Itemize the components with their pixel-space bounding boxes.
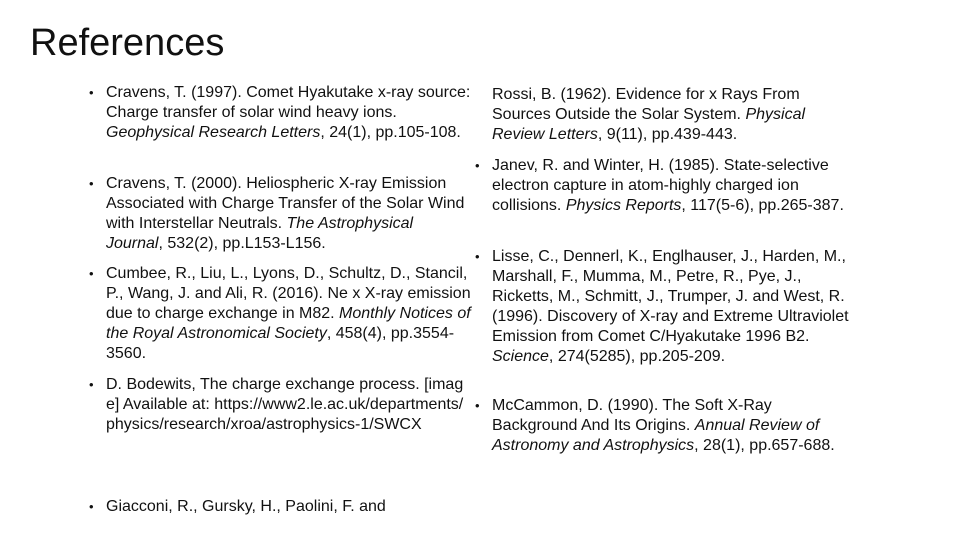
bullet-icon: •	[475, 158, 480, 173]
reference-item	[89, 497, 472, 517]
slide-title: References	[30, 22, 225, 64]
reference-item	[475, 247, 860, 367]
reference-text: D. Bodewits, The charge exchange process. [image] Available at: https://www2.le.ac.uk/departments/physics/research/xroa/astrophysics-1/SWCX	[106, 376, 464, 433]
reference-continuation	[492, 85, 860, 145]
reference-details: , 274(5285), pp.205-209.	[548, 348, 726, 365]
bullet-icon: •	[475, 249, 480, 264]
bullet-icon: •	[89, 266, 94, 281]
bullet-icon: •	[89, 377, 94, 392]
reference-details: , 28(1), pp.657-688.	[694, 437, 835, 454]
reference-text: Cumbee, R., Liu, L., Lyons, D., Schultz, D., Stancil, P., Wang, J. and Ali, R. (2016). Ne x X-ray emission due to charge exchange in M82.	[106, 265, 471, 322]
journal-name: Science	[492, 348, 549, 365]
reference-text: Janev, R. and Winter, H. (1985). State-selective electron capture in atom-highly charged ion collisions.	[492, 157, 829, 214]
reference-details: , 532(2), pp.L153-L156.	[158, 235, 326, 252]
reference-item	[89, 375, 472, 435]
journal-name: Monthly Notices of the Royal Astronomical Society	[106, 305, 471, 342]
reference-item	[89, 174, 472, 254]
bullet-icon: •	[89, 176, 94, 191]
reference-item	[89, 83, 472, 143]
bullet-icon: •	[89, 499, 94, 514]
reference-details: , 117(5-6), pp.265-387.	[681, 197, 844, 214]
bullet-icon: •	[89, 85, 94, 100]
reference-details: , 458(4), pp.3554-3560.	[106, 325, 455, 362]
bullet-icon: •	[475, 398, 480, 413]
reference-text: Lisse, C., Dennerl, K., Englhauser, J., Harden, M., Marshall, F., Mumma, M., Petre, R., Pye, J., Ricketts, M., Schmitt, J., Trumper, J. and West, R. (1996). Discovery of X-ray and Extreme Ultraviolet Emission from Comet C/Hyakutake 1996 B2.	[492, 248, 849, 345]
journal-name: Physics Reports	[565, 197, 682, 214]
reference-text: Rossi, B. (1962). Evidence for x Rays From Sources Outside the Solar System.	[492, 86, 800, 123]
reference-text: Cravens, T. (2000). Heliospheric X-ray Emission Associated with Charge Transfer of the Solar Wind with Interstellar Neutrals.	[106, 175, 465, 232]
journal-name: Geophysical Research Letters	[106, 124, 321, 141]
reference-details: , 9(11), pp.439-443.	[597, 126, 738, 143]
reference-text: McCammon, D. (1990). The Soft X-Ray Background And Its Origins.	[492, 397, 772, 434]
reference-item	[475, 396, 860, 456]
reference-item	[89, 264, 472, 364]
reference-details: , 24(1), pp.105-108.	[320, 124, 461, 141]
reference-text: Giacconi, R., Gursky, H., Paolini, F. and	[106, 498, 386, 515]
journal-name: Physical Review Letters	[492, 106, 806, 143]
reference-text: Cravens, T. (1997). Comet Hyakutake x-ray source: Charge transfer of solar wind heavy ions.	[106, 84, 471, 121]
journal-name: The Astrophysical Journal	[106, 215, 414, 252]
reference-item	[475, 156, 860, 216]
journal-name: Annual Review of Astronomy and Astrophysics	[492, 417, 820, 454]
